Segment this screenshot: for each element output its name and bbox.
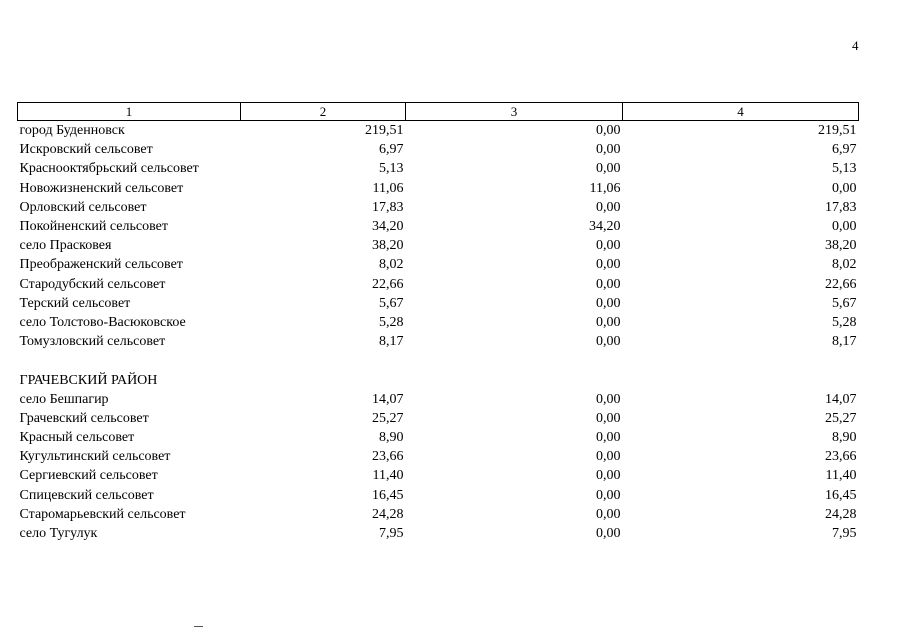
value-cell-col4: 5,28 xyxy=(832,314,857,330)
column-header-1: 1 xyxy=(18,103,241,121)
value-cell-col4: 8,02 xyxy=(832,257,857,273)
column-header-3: 3 xyxy=(406,103,623,121)
table-header xyxy=(18,103,859,121)
value-cell-col2 xyxy=(241,351,406,370)
row-name-cell: Томузловский сельсовет xyxy=(19,334,166,350)
value-cell-col2 xyxy=(241,370,406,389)
row-name-cell: ГРАЧЕВСКИЙ РАЙОН xyxy=(19,372,158,388)
value-cell-col3: 0,00 xyxy=(596,526,621,542)
value-cell-col4: 8,90 xyxy=(832,430,857,446)
value-cell-col2: 8,17 xyxy=(379,334,404,350)
value-cell-col2: 25,27 xyxy=(372,410,404,426)
row-name-cell: село Тугулук xyxy=(19,526,98,542)
row-name-cell: Спицевский сельсовет xyxy=(19,487,154,503)
table-row xyxy=(18,524,859,543)
row-name-cell: Преображенский сельсовет xyxy=(19,257,183,273)
value-cell-col2: 17,83 xyxy=(372,199,404,215)
value-cell-col4: 14,07 xyxy=(825,391,857,407)
row-name-cell: Сергиевский сельсовет xyxy=(19,468,158,484)
value-cell-col4: 25,27 xyxy=(825,410,857,426)
row-name-cell: Грачевский сельсовет xyxy=(19,410,149,426)
value-cell-col2: 8,02 xyxy=(379,257,404,273)
value-cell-col3: 0,00 xyxy=(596,391,621,407)
value-cell-col2: 8,90 xyxy=(379,430,404,446)
table-row xyxy=(18,370,859,389)
header-row xyxy=(18,103,859,121)
value-cell-col4: 23,66 xyxy=(825,449,857,465)
value-cell-col3: 0,00 xyxy=(596,199,621,215)
data-table-container xyxy=(17,102,858,543)
value-cell-col2: 5,13 xyxy=(379,161,404,177)
value-cell-col2: 34,20 xyxy=(372,219,404,235)
value-cell-col4 xyxy=(623,370,859,389)
value-cell-col3: 0,00 xyxy=(596,257,621,273)
value-cell-col3: 0,00 xyxy=(596,123,621,139)
value-cell-col3: 0,00 xyxy=(596,295,621,311)
value-cell-col4: 38,20 xyxy=(825,238,857,254)
table-row xyxy=(18,236,859,255)
row-name-cell: Краснооктябрьский сельсовет xyxy=(19,161,199,177)
value-cell-col3: 0,00 xyxy=(596,238,621,254)
value-cell-col3: 0,00 xyxy=(596,410,621,426)
row-name-cell: Кугультинский сельсовет xyxy=(19,449,171,465)
data-table xyxy=(17,102,859,543)
value-cell-col4 xyxy=(623,351,859,370)
row-name-cell: Новожизненский сельсовет xyxy=(19,180,184,196)
footer-mark xyxy=(194,626,203,627)
value-cell-col2: 5,28 xyxy=(379,314,404,330)
row-name-cell: Искровский сельсовет xyxy=(19,142,153,158)
table-row xyxy=(18,447,859,466)
value-cell-col3: 0,00 xyxy=(596,449,621,465)
value-cell-col2: 38,20 xyxy=(372,238,404,254)
row-name-cell: село Бешпагир xyxy=(19,391,109,407)
value-cell-col3: 0,00 xyxy=(596,468,621,484)
value-cell-col2: 7,95 xyxy=(379,526,404,542)
value-cell-col4: 8,17 xyxy=(832,334,857,350)
table-row xyxy=(18,294,859,313)
table-row xyxy=(18,505,859,524)
value-cell-col4: 11,40 xyxy=(825,468,857,484)
table-row xyxy=(18,486,859,505)
table-row xyxy=(18,198,859,217)
row-name-cell: Покойненский сельсовет xyxy=(19,219,168,235)
row-name-cell: Терский сельсовет xyxy=(19,295,131,311)
value-cell-col3: 0,00 xyxy=(596,314,621,330)
value-cell-col2: 5,67 xyxy=(379,295,404,311)
value-cell-col3: 11,06 xyxy=(589,180,621,196)
table-row xyxy=(18,332,859,351)
value-cell-col2: 11,06 xyxy=(372,180,404,196)
value-cell-col4: 219,51 xyxy=(818,123,857,139)
value-cell-col3: 34,20 xyxy=(589,219,621,235)
value-cell-col3 xyxy=(406,370,623,389)
row-name-cell: Старомарьевский сельсовет xyxy=(19,506,186,522)
value-cell-col2: 23,66 xyxy=(372,449,404,465)
table-row xyxy=(18,428,859,447)
value-cell-col3: 0,00 xyxy=(596,276,621,292)
value-cell-col3: 0,00 xyxy=(596,506,621,522)
value-cell-col3: 0,00 xyxy=(596,161,621,177)
value-cell-col2: 14,07 xyxy=(372,391,404,407)
table-row xyxy=(18,179,859,198)
table-row xyxy=(18,275,859,294)
value-cell-col2: 11,40 xyxy=(372,468,404,484)
value-cell-col4: 24,28 xyxy=(825,506,857,522)
value-cell-col4: 5,13 xyxy=(832,161,857,177)
table-row xyxy=(18,121,859,141)
row-name-cell: город Буденновск xyxy=(19,123,125,139)
table-row xyxy=(18,217,859,236)
value-cell-col3: 0,00 xyxy=(596,142,621,158)
row-name-cell: село Прасковея xyxy=(19,238,112,254)
value-cell-col4: 22,66 xyxy=(825,276,857,292)
value-cell-col2: 6,97 xyxy=(379,142,404,158)
page-number: 4 xyxy=(852,38,859,53)
row-name-cell: село Толстово-Васюковское xyxy=(19,314,186,330)
value-cell-col4: 7,95 xyxy=(832,526,857,542)
table-row xyxy=(18,255,859,274)
value-cell-col2: 22,66 xyxy=(372,276,404,292)
value-cell-col3: 0,00 xyxy=(596,487,621,503)
column-header-2: 2 xyxy=(241,103,406,121)
value-cell-col2: 16,45 xyxy=(372,487,404,503)
table-row xyxy=(18,466,859,485)
column-header-4: 4 xyxy=(623,103,859,121)
table-row xyxy=(18,313,859,332)
row-name-cell: Стародубский сельсовет xyxy=(19,276,166,292)
value-cell-col3: 0,00 xyxy=(596,430,621,446)
value-cell-col4: 16,45 xyxy=(825,487,857,503)
value-cell-col4: 0,00 xyxy=(832,180,857,196)
value-cell-col4: 5,67 xyxy=(832,295,857,311)
table-body xyxy=(18,121,859,544)
value-cell-col3 xyxy=(406,351,623,370)
value-cell-col4: 6,97 xyxy=(832,142,857,158)
table-row xyxy=(18,159,859,178)
table-row xyxy=(18,351,859,370)
value-cell-col4: 0,00 xyxy=(832,219,857,235)
value-cell-col3: 0,00 xyxy=(596,334,621,350)
value-cell-col4: 17,83 xyxy=(825,199,857,215)
value-cell-col2: 219,51 xyxy=(365,123,404,139)
row-name-cell xyxy=(18,351,241,370)
table-row xyxy=(18,390,859,409)
table-row xyxy=(18,409,859,428)
row-name-cell: Красный сельсовет xyxy=(19,430,135,446)
row-name-cell: Орловский сельсовет xyxy=(19,199,147,215)
value-cell-col2: 24,28 xyxy=(372,506,404,522)
table-row xyxy=(18,140,859,159)
